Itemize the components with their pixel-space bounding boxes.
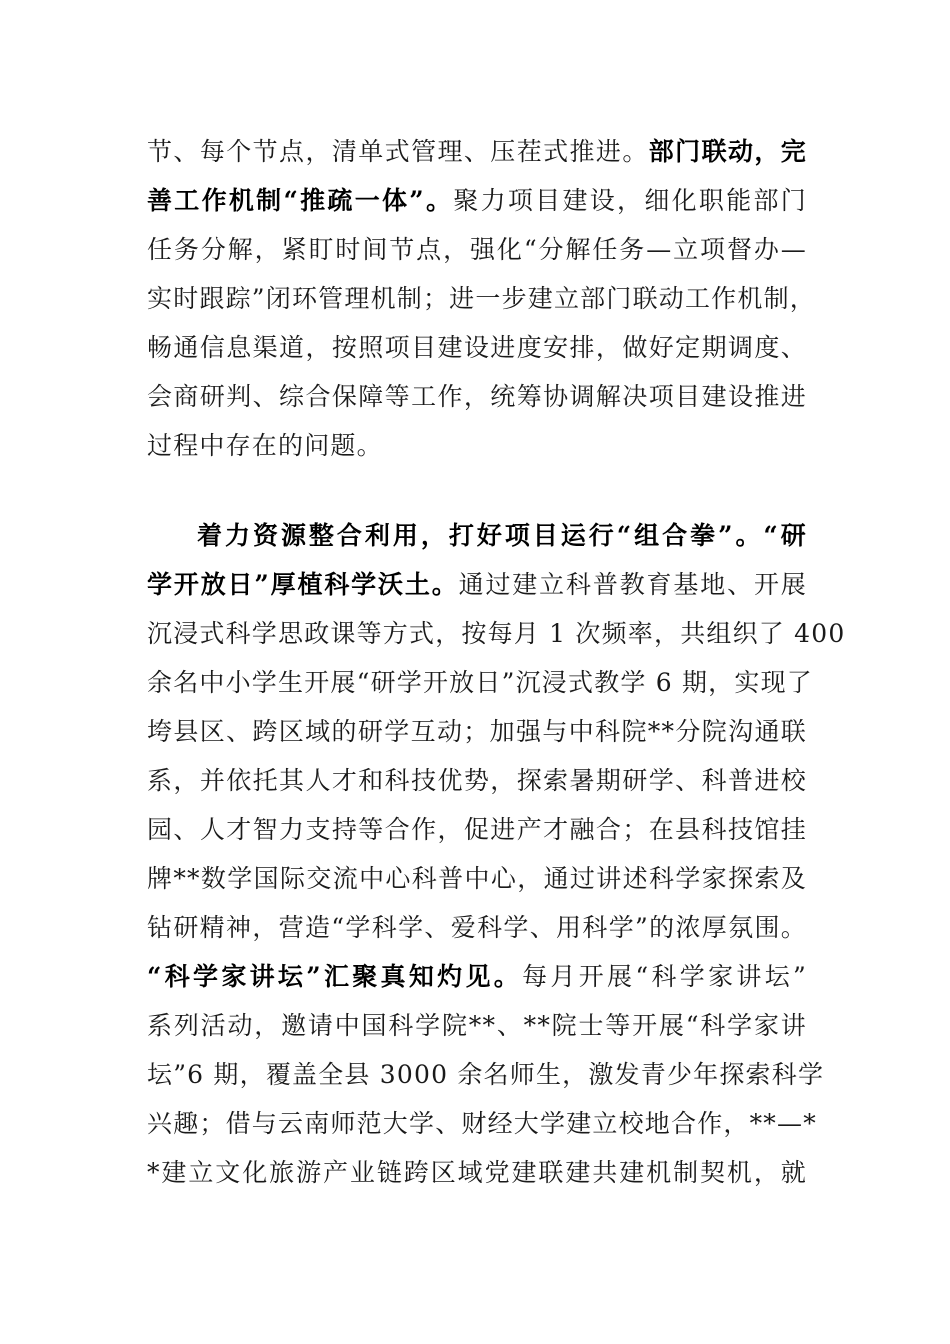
bold-heading-run: 善工作机制“推疏一体”。: [147, 186, 454, 215]
paragraph-1-line-5: 畅通信息渠道，按照项目建设进度安排，做好定期调度、: [147, 333, 807, 362]
bold-heading-run: “科学家讲坛”汇聚真知灼见。: [147, 962, 523, 991]
paragraph-2-line-2: [147, 565, 807, 605]
section-heading-line: 着力资源整合利用，打好项目运行“组合拳”。“研: [197, 521, 807, 550]
text-run: 通过建立科普教育基地、开展: [458, 570, 807, 599]
paragraph-2-line-7: 园、人才智力支持等合作，促进产才融合；在县科技馆挂: [147, 815, 807, 844]
paragraph-2-line-6: 系，并依托其人才和科技优势，探索暑期研学、科普进校: [147, 766, 807, 795]
paragraph-1-line-7: 过程中存在的问题。: [147, 431, 383, 460]
bold-heading-run: 部门联动，完: [648, 137, 807, 166]
paragraph-2-line-10: [147, 957, 807, 997]
text-run: 节、每个节点，清单式管理、压茬式推进。: [147, 137, 649, 166]
paragraph-2-line-9: 钻研精神，营造“学科学、爱科学、用科学”的浓厚氛围。: [147, 913, 807, 942]
paragraph-2-line-11: 系列活动，邀请中国科学院**、**院士等开展“科学家讲: [147, 1011, 807, 1040]
paragraph-2-line-3: 沉浸式科学思政课等方式，按每月 1 次频率，共组织了 400: [147, 619, 846, 648]
paragraph-1-line-4: 实时跟踪”闭环管理机制；进一步建立部门联动工作机制，: [147, 284, 816, 313]
bold-heading-run: 学开放日”厚植科学沃土。: [147, 570, 459, 599]
paragraph-1-line-6: 会商研判、综合保障等工作，统筹协调解决项目建设推进: [147, 382, 807, 411]
paragraph-2-line-14: *建立文化旅游产业链跨区域党建联建共建机制契机，就: [147, 1158, 807, 1187]
paragraph-2-line-4: 余名中小学生开展“研学开放日”沉浸式教学 6 期，实现了: [147, 668, 813, 697]
paragraph-2-line-5: 垮县区、跨区域的研学互动；加强与中科院**分院沟通联: [147, 717, 807, 746]
text-run: 聚力项目建设，细化职能部门: [453, 186, 807, 215]
paragraph-1-line-2: [147, 181, 807, 221]
paragraph-1-line-3: 任务分解，紧盯时间节点，强化“分解任务—立项督办—: [147, 235, 807, 264]
paragraph-1-line-1: [147, 132, 807, 172]
text-run: 每月开展“科学家讲坛”: [522, 962, 808, 991]
paragraph-2-line-13: 兴趣；借与云南师范大学、财经大学建立校地合作，**—*: [147, 1109, 817, 1138]
paragraph-2-line-12: 坛”6 期，覆盖全县 3000 余名师生，激发青少年探索科学: [147, 1060, 825, 1089]
paragraph-2-line-8: 牌**数学国际交流中心科普中心，通过讲述科学家探索及: [147, 864, 807, 893]
